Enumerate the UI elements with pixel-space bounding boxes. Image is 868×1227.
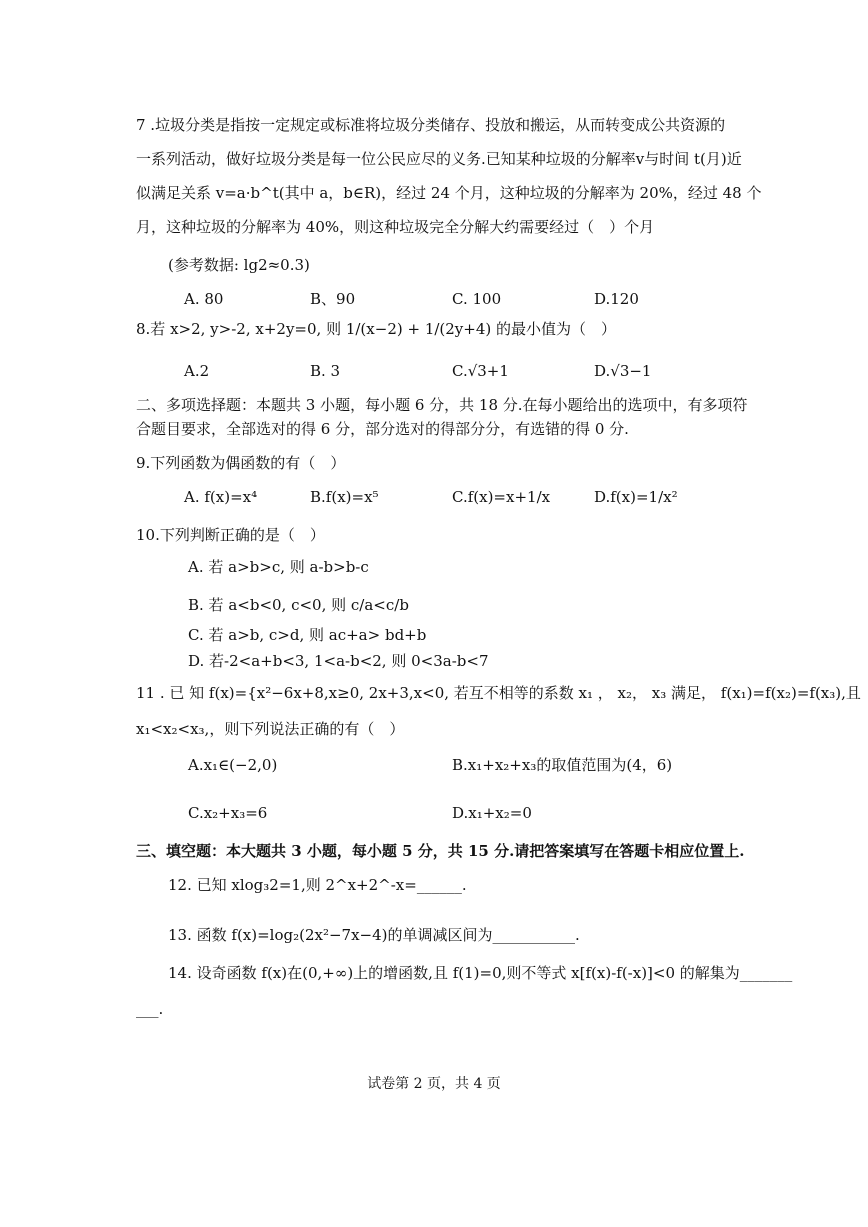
q9-option-b: B.f(x)=x⁵ — [310, 488, 379, 506]
q11-line-1: 11 . 已 知 f(x)={x²−6x+8,x≥0, 2x+3,x<0, 若互不相等的系数 x₁ ， x₂， x₃ 满足， f(x₁)=f(x₂)=f(x₃),且 — [136, 684, 861, 702]
q7-option-a: A. 80 — [184, 290, 224, 308]
page-footer: 试卷第 2 页，共 4 页 — [367, 1076, 501, 1092]
q10-option-c: C. 若 a>b, c>d, 则 ac+a> bd+b — [188, 626, 427, 644]
section-3-heading: 三、填空题：本大题共 3 小题，每小题 5 分，共 15 分.请把答案填写在答题卡相应位置上. — [136, 842, 745, 860]
q11-option-c: C.x₂+x₃=6 — [188, 804, 268, 822]
q10-stem: 10.下列判断正确的是（ ） — [136, 526, 325, 544]
q8-option-d: D.√3−1 — [594, 362, 652, 380]
q11-option-a: A.x₁∈(−2,0) — [188, 756, 278, 774]
q9-stem: 9.下列函数为偶函数的有（ ） — [136, 454, 346, 472]
q14-line-1: 14. 设奇函数 f(x)在(0,+∞)上的增函数,且 f(1)=0,则不等式 x[f(x)-f(-x)]<0 的解集为_______ — [168, 964, 793, 982]
q9-option-a: A. f(x)=x⁴ — [184, 488, 258, 506]
q11-option-b: B.x₁+x₂+x₃的取值范围为(4，6) — [452, 756, 673, 774]
q10-option-b: B. 若 a<b<0, c<0, 则 c/a<c/b — [188, 596, 409, 614]
q8-stem: 8.若 x>2, y>-2, x+2y=0, 则 1/(x−2) + 1/(2y+4) 的最小值为（ ） — [136, 320, 617, 338]
q8-option-b: B. 3 — [310, 362, 341, 380]
q8-option-c: C.√3+1 — [452, 362, 509, 380]
q7-line-3: 似满足关系 v=a·b^t(其中 a，b∈R)，经过 24 个月，这种垃圾的分解率为 20%，经过 48 个 — [136, 184, 762, 202]
q7-line-4: 月，这种垃圾的分解率为 40%，则这种垃圾完全分解大约需要经过（ ）个月 — [136, 218, 655, 236]
q7-option-b: B、90 — [310, 290, 356, 308]
q10-option-a: A. 若 a>b>c, 则 a-b>b-c — [188, 558, 369, 576]
q7-option-d: D.120 — [594, 290, 639, 308]
section-2-heading-line-2: 合题目要求，全部选对的得 6 分，部分选对的得部分分，有选错的得 0 分. — [136, 420, 629, 438]
q10-option-d: D. 若-2<a+b<3, 1<a-b<2, 则 0<3a-b<7 — [188, 652, 489, 670]
q9-option-d: D.f(x)=1/x² — [594, 488, 678, 506]
q7-option-c: C. 100 — [452, 290, 502, 308]
q9-option-c: C.f(x)=x+1/x — [452, 488, 551, 506]
q7-line-2: 一系列活动，做好垃圾分类是每一位公民应尽的义务.已知某种垃圾的分解率v与时间 t(月)近 — [136, 150, 742, 168]
q14-line-2: ___. — [136, 1000, 164, 1018]
q8-option-a: A.2 — [184, 362, 210, 380]
q7-reference-data: (参考数据: lg2≈0.3) — [168, 256, 310, 274]
q13-text: 13. 函数 f(x)=log₂(2x²−7x−4)的单调减区间为___________. — [168, 926, 580, 944]
q11-line-2: x₁<x₂<x₃,，则下列说法正确的有（ ） — [136, 720, 405, 738]
q11-option-d: D.x₁+x₂=0 — [452, 804, 532, 822]
section-2-heading-line-1: 二、多项选择题：本题共 3 小题，每小题 6 分，共 18 分.在每小题给出的选项中，有多项符 — [136, 396, 748, 414]
q12-text: 12. 已知 xlog₃2=1,则 2^x+2^-x=______. — [168, 876, 467, 894]
q7-line-1: 7 .垃圾分类是指按一定规定或标准将垃圾分类储存、投放和搬运，从而转变成公共资源的 — [136, 116, 726, 134]
